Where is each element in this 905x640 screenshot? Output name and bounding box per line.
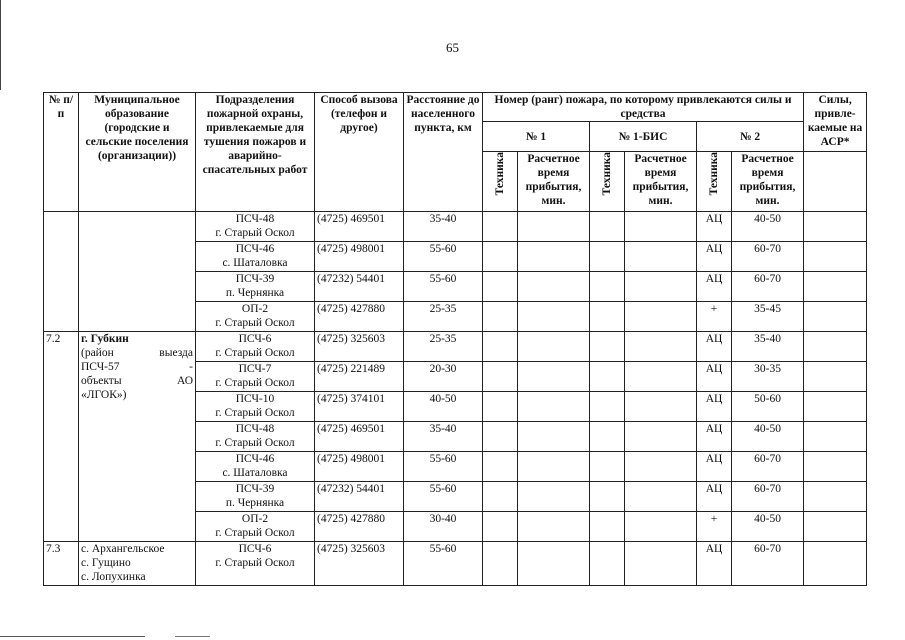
bottom-scan-line [0,636,145,637]
header-tech-1bis: Техника [590,152,625,212]
row-distance: 55-60 [404,242,483,272]
row-tech-2: АЦ [697,482,732,512]
row-phone: (47232) 54401 [315,482,404,512]
row-tech-2: АЦ [697,422,732,452]
row-eta-2: 50-60 [732,392,804,422]
row-eta-2: 40-50 [732,212,804,242]
bottom-scan-line [175,636,210,637]
row-phone: (4725) 427880 [315,302,404,332]
row-index: 7.2 [44,332,79,542]
row-unit: ПСЧ-6 г. Старый Оскол [196,332,315,362]
row-phone: (4725) 221489 [315,362,404,392]
row-distance: 55-60 [404,542,483,586]
row-distance: 20-30 [404,362,483,392]
row-phone: (4725) 325603 [315,332,404,362]
row-tech-2: + [697,512,732,542]
row-unit: ОП-2 г. Старый Оскол [196,302,315,332]
row-distance: 35-40 [404,422,483,452]
table-row [44,542,867,586]
row-phone: (4725) 325603 [315,542,404,586]
row-unit: ПСЧ-7 г. Старый Оскол [196,362,315,392]
header-fire-number: Номер (ранг) пожара, по которому привлекаются силы и средства [483,93,804,122]
header-eta-2: Расчетное время прибытия, мин. [732,152,804,212]
fire-forces-table [43,92,867,586]
header-municipality: Муниципальное образование (городские и сельские поселения (организации)) [79,93,196,212]
row-eta-2: 60-70 [732,242,804,272]
row-unit: ПСЧ-10 г. Старый Оскол [196,392,315,422]
row-phone: (47232) 54401 [315,272,404,302]
row-eta-2: 60-70 [732,272,804,302]
row-tech-2: АЦ [697,452,732,482]
row-unit: ПСЧ-39 п. Чернянка [196,272,315,302]
row-tech-2: АЦ [697,332,732,362]
header-distance: Расстояние до населенного пункта, км [404,93,483,212]
row-unit: ПСЧ-6 г. Старый Оскол [196,542,315,586]
row-phone: (4725) 427880 [315,512,404,542]
header-forces: Силы, привле-каемые на АСР* [804,93,867,152]
row-eta-2: 60-70 [732,452,804,482]
header-call-method: Способ вызова (телефон и другое) [315,93,404,212]
row-tech-2: + [697,302,732,332]
row-tech-2: АЦ [697,362,732,392]
row-eta-2: 35-45 [732,302,804,332]
row-distance: 25-35 [404,332,483,362]
header-rank-1bis: № 1-БИС [590,122,697,152]
row-distance: 35-40 [404,212,483,242]
page-number: 65 [446,40,459,55]
header-eta-1bis: Расчетное время прибытия, мин. [625,152,697,212]
row-eta-2: 40-50 [732,422,804,452]
row-municipality-gubkin: г. Губкин (район выезда ПСЧ-57 - объекты АО «ЛГОК») [79,332,196,542]
row-distance: 55-60 [404,452,483,482]
row-phone: (4725) 498001 [315,242,404,272]
row-distance: 55-60 [404,272,483,302]
header-tech-1: Техника [483,152,518,212]
header-rank-2: № 2 [697,122,804,152]
row-unit: ОП-2 г. Старый Оскол [196,512,315,542]
header-forces-empty [804,152,867,212]
row-unit: ПСЧ-46 с. Шаталовка [196,452,315,482]
row-tech-2: АЦ [697,272,732,302]
header-tech-2: Техника [697,152,732,212]
municipality-name: г. Губкин [81,333,129,345]
row-unit: ПСЧ-39 п. Чернянка [196,482,315,512]
table-row [44,332,867,362]
header-num: № п/п [44,93,79,212]
row-tech-2: АЦ [697,242,732,272]
row-phone: (4725) 469501 [315,212,404,242]
header-eta-1: Расчетное время прибытия, мин. [518,152,590,212]
header-rank-1: № 1 [483,122,590,152]
row-phone: (4725) 374101 [315,392,404,422]
row-eta-2: 40-50 [732,512,804,542]
row-distance: 55-60 [404,482,483,512]
row-municipality-arkh: с. Архангельское с. Гущино с. Лопухинка [79,542,196,586]
table-row [44,212,867,242]
row-eta-2: 60-70 [732,542,804,586]
row-eta-2: 30-35 [732,362,804,392]
row-distance: 30-40 [404,512,483,542]
row-phone: (4725) 469501 [315,422,404,452]
row-distance: 40-50 [404,392,483,422]
row-tech-2: АЦ [697,542,732,586]
row-municipality [79,212,196,332]
row-phone: (4725) 498001 [315,452,404,482]
row-tech-2: АЦ [697,392,732,422]
row-distance: 25-35 [404,302,483,332]
row-tech-2: АЦ [697,212,732,242]
row-unit: ПСЧ-48 г. Старый Оскол [196,422,315,452]
header-units: Подразделения пожарной охраны, привлекаемые для тушения пожаров и аварийно-спасательных работ [196,93,315,212]
row-index [44,212,79,332]
row-unit: ПСЧ-46 с. Шаталовка [196,242,315,272]
row-unit: ПСЧ-48 г. Старый Оскол [196,212,315,242]
row-eta-2: 60-70 [732,482,804,512]
row-index: 7.3 [44,542,79,586]
row-eta-2: 35-40 [732,332,804,362]
